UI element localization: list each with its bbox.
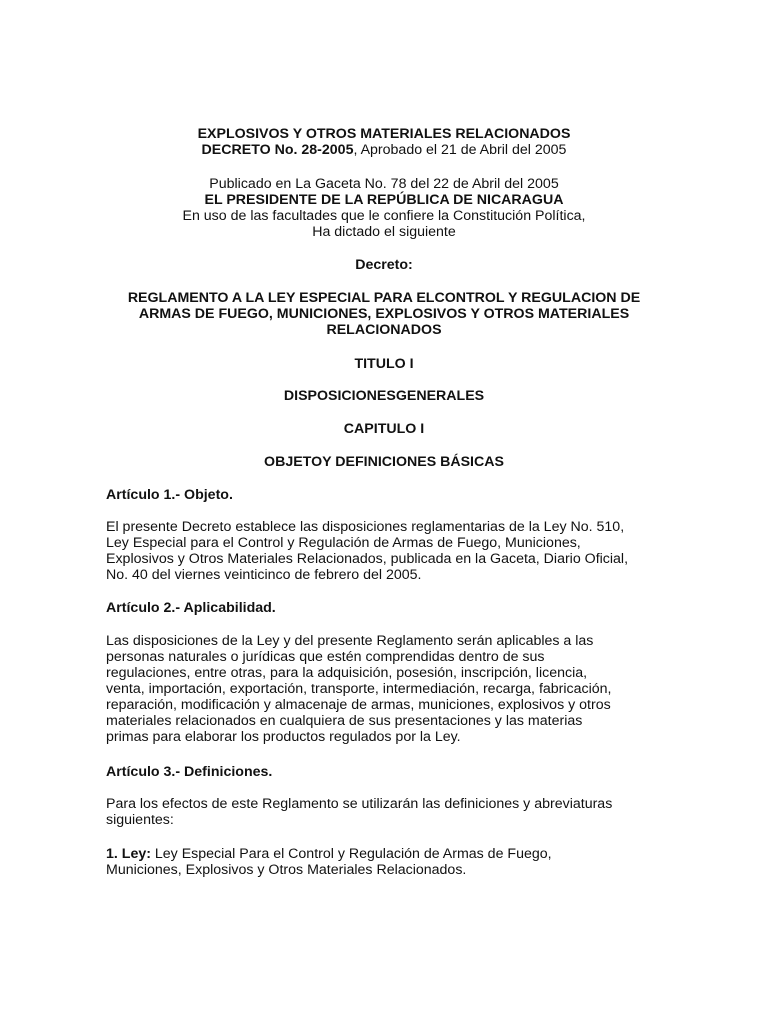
definition-line: Municiones, Explosivos y Otros Materiales Relacionados. xyxy=(106,862,467,878)
document-header xyxy=(0,126,768,158)
decree-number: DECRETO No. 28-2005 xyxy=(201,142,354,158)
article-1-heading xyxy=(106,487,666,503)
paragraph-line: siguientes: xyxy=(106,812,174,828)
paragraph-line: Explosivos y Otros Materiales Relacionados, publicada en la Gaceta, Diario Oficial, xyxy=(106,551,629,567)
paragraph-line: Para los efectos de este Reglamento se utilizarán las definiciones y abreviaturas xyxy=(106,796,613,812)
definition-line xyxy=(106,846,666,862)
regulation-title-line: REGLAMENTO A LA LEY ESPECIAL PARA ELCONTROL Y REGULACION DE xyxy=(127,290,641,306)
paragraph-line: El presente Decreto establece las disposiciones reglamentarias de la Ley No. 510, xyxy=(106,519,625,535)
faculties-line: En uso de las facultades que le confiere la Constitución Política, xyxy=(182,208,586,224)
article-3-body xyxy=(106,796,666,828)
titulo-heading: TITULO I xyxy=(354,356,414,372)
article-2-body xyxy=(106,633,666,745)
article-3-heading xyxy=(106,764,666,780)
objeto-heading: OBJETOY DEFINICIONES BÁSICAS xyxy=(264,454,504,470)
disposiciones-heading: DISPOSICIONESGENERALES xyxy=(283,388,485,404)
paragraph-line: regulaciones, entre otras, para la adquisición, posesión, inscripción, licencia, xyxy=(106,665,588,681)
article-heading: Artículo 2.- Aplicabilidad. xyxy=(106,600,276,616)
paragraph-line: venta, importación, exportación, transporte, intermediación, recarga, fabricación, xyxy=(106,681,612,697)
paragraph-line: Ley Especial para el Control y Regulación de Armas de Fuego, Municiones, xyxy=(106,535,581,551)
regulation-title-line: ARMAS DE FUEGO, MUNICIONES, EXPLOSIVOS Y OTROS MATERIALES xyxy=(138,306,630,322)
definition-text: Ley Especial Para el Control y Regulación de Armas de Fuego, xyxy=(150,846,552,862)
dictated-line: Ha dictado el siguiente xyxy=(312,224,456,240)
paragraph-line: materiales relacionados en cualquiera de sus presentaciones y las materias xyxy=(106,713,583,729)
president-heading: EL PRESIDENTE DE LA REPÚBLICA DE NICARAGUA xyxy=(204,192,564,208)
definition-1 xyxy=(106,846,666,878)
article-1-body xyxy=(106,519,666,583)
article-2-heading xyxy=(106,600,666,616)
capitulo-heading: CAPITULO I xyxy=(343,421,425,437)
paragraph-line: reparación, modificación y almacenaje de armas, municiones, explosivos y otros xyxy=(106,697,611,713)
article-heading: Artículo 3.- Definiciones. xyxy=(106,764,273,780)
paragraph-line: Las disposiciones de la Ley y del presente Reglamento serán aplicables a las xyxy=(106,633,594,649)
regulation-title xyxy=(0,290,768,338)
decree-approved: , Aprobado el 21 de Abril del 2005 xyxy=(353,142,567,158)
paragraph-line: primas para elaborar los productos regulados por la Ley. xyxy=(106,729,461,745)
regulation-title-line: RELACIONADOS xyxy=(326,322,442,338)
article-heading: Artículo 1.- Objeto. xyxy=(106,487,233,503)
publication-block xyxy=(0,176,768,240)
publication-line: Publicado en La Gaceta No. 78 del 22 de Abril del 2005 xyxy=(209,176,559,192)
paragraph-line: personas naturales o jurídicas que estén comprendidas dentro de sus xyxy=(106,649,545,665)
document-title: EXPLOSIVOS Y OTROS MATERIALES RELACIONADOS xyxy=(197,126,571,142)
decreto-label: Decreto: xyxy=(355,257,413,273)
definition-term: 1. Ley: xyxy=(106,846,151,862)
paragraph-line: No. 40 del viernes veinticinco de febrero del 2005. xyxy=(106,567,422,583)
decree-line xyxy=(0,142,768,158)
